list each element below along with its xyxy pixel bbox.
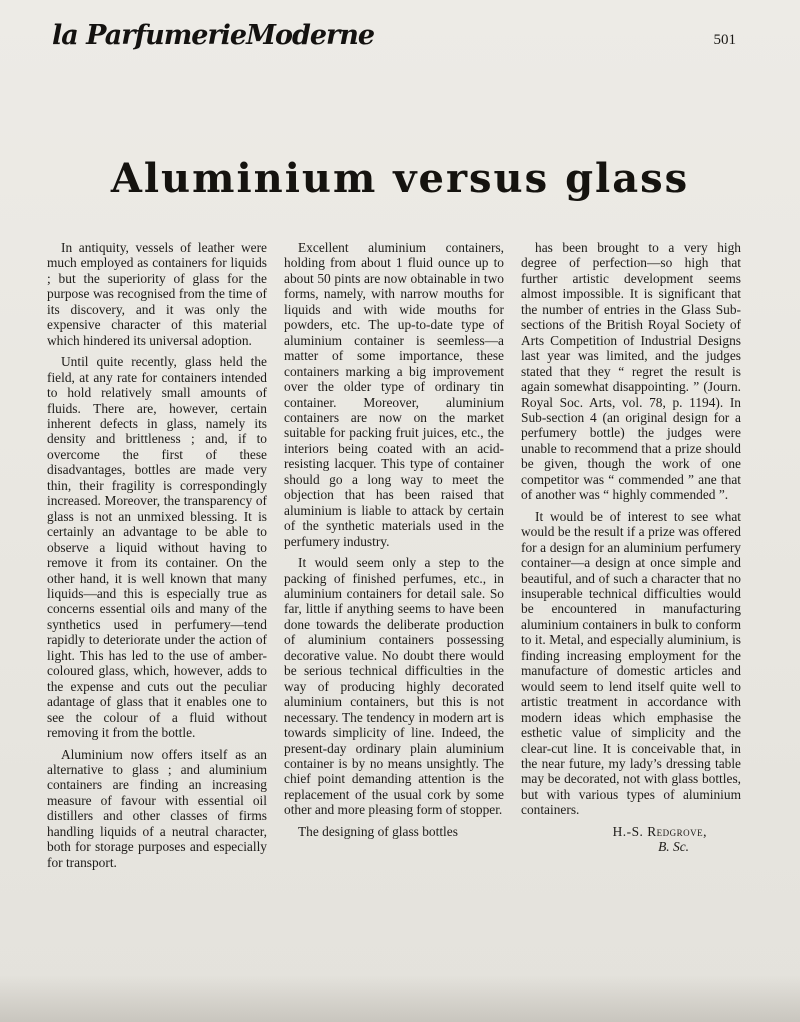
article-title: Aluminium versus glass [110,154,690,202]
magazine-masthead: la ParfumerieModerne [52,20,375,51]
page-number: 501 [713,32,736,48]
article-column-3 [521,240,741,855]
author-degree: B. Sc. [658,839,689,855]
paragraph: Aluminium now offers itself as an alternative to glass ; and aluminium containers are finding an increasing measure of favour with essential oil distillers and other classes of firms handling liquids of a neutral character, both for storage purposes and especially for transport. [47,746,267,870]
paragraph: In antiquity, vessels of leather were much employed as containers for liquids ; but the superiority of glass for the purpose was recognised from the time of its discovery, and it was only the expensive character of this material which hindered its universal adoption. [47,240,267,348]
page-edge-shadow [0,974,800,1022]
paragraph: It would be of interest to see what would be the result if a prize was offered for a design for an aluminium perfumery container—a design at once simple and beautiful, and of such a character that no insuperable technical difficulties would be encountered in manufacturing aluminium containers in bulk to conform to it. Metal, and especially aluminium, is finding increasing employment for the manufacture of domestic articles and would seem to lend itself quite well to artistic treatment in accordance with modern ideas which emphasise the esthetic value of simplicity and the clear-cut line. It is conceivable that, in the near future, my lady’s dressing table may be decorated, not with glass bottles, but with various types of aluminium containers. [521,508,741,818]
paragraph: Excellent aluminium containers, holding from about 1 fluid ounce up to about 50 pints are now obtainable in two forms, namely, with narrow mouths for liquids and with wide mouths for powders, etc. The up-to-date type of aluminium container is seemless—a matter of some importance, these containers marking a big improvement over the older type of ordinary tin container. Moreover, aluminium containers are now on the market suitable for packing fruit juices, etc., the interiors being coated with an acid-resisting lacquer. This type of container should go a long way to meet the objection that has been raised that aluminium is liable to attack by certain of the synthetic materials used in the perfumery industry. [284,240,504,549]
article-column-1 [47,240,267,876]
paragraph: The designing of glass bottles [298,823,458,839]
paragraph: It would seem only a step to the packing of finished perfumes, etc., in aluminium containers for detail sale. So far, little if anything seems to have been done towards the deliberate production of aluminium containers possessing decorative value. No doubt there would be serious technical difficulties in the way of producing highly decorated aluminium containers, but this is not necessary. The tendency in modern art is towards simplicity of line. Indeed, the present-day ordinary plain aluminium container is by no means unsightly. The chief point demanding attention is the replacement of the usual cork by some other and more pleasing form of stopper. [284,555,504,818]
paragraph: has been brought to a very high degree of perfection—so high that further artistic development seems almost impossible. It is significant that the number of entries in the Glass Sub-sections of the British Royal Society of Arts Competition of Industrial Designs last year was limited, and the judges stated that they “ regret the result is again somewhat disappointing. ” (Journ. Royal Soc. Arts, vol. 78, p. 1194). In Sub-section 4 (an original design for a perfumery bottle) the judges were unable to recommend that a prize should be given, though the work of one competitor was “ commended ” ane that of another was “ highly commended ”. [521,240,741,503]
paragraph: Until quite recently, glass held the field, at any rate for containers intended to hold relatively small amounts of fluids. There are, however, certain inherent defects in glass, namely its density and brittleness ; and, if to overcome the first of these disadvantages, bottles are made very thin, their fragility is correspondingly increased. Moreover, the transparency of glass is not an unmixed blessing. It is certainly an advantage to be able to observe a liquid without having to remove it from its container. On the other hand, it is well known that many liquids—and this is especially true as concerns essential oils and many of the synthetics used in perfumery—tend rapidly to deteriorate under the action of light. This has led to the use of amber-coloured glass, which, however, adds to the expense and cuts out the peculiar adantage of glass that it enables one to see the colour of a fluid without removing it from the bottle. [47,354,267,741]
article-column-2 [284,240,504,845]
author-signature: H.-S. Redgrove, [612,823,707,839]
